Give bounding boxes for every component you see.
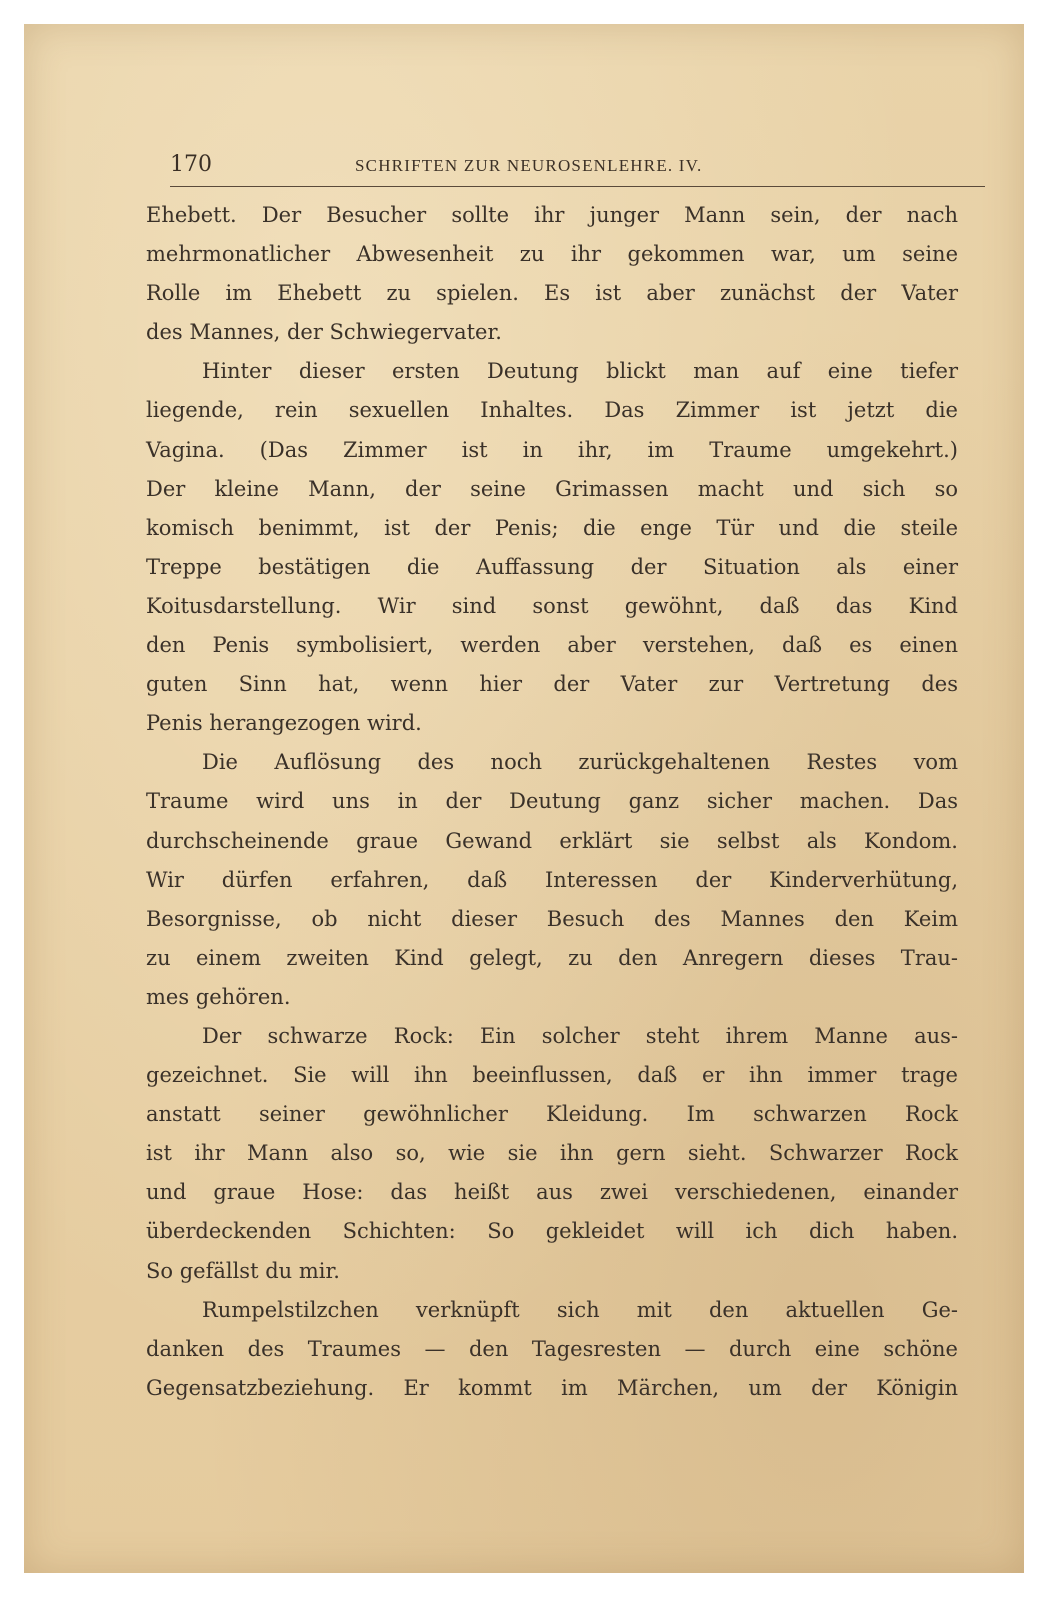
text-line: zu einem zweiten Kind gelegt, zu den Anregern dieses Trau- xyxy=(146,945,958,970)
body-text xyxy=(146,196,958,1408)
text-line: Ehebett. Der Besucher sollte ihr junger Mann sein, der nach xyxy=(146,203,958,227)
text-line: Der schwarze Rock: Ein solcher steht ihrem Manne aus- xyxy=(202,1023,958,1048)
text-line: überdeckenden Schichten: So gekleidet will ich dich haben. xyxy=(146,1219,958,1244)
running-head: SCHRIFTEN ZUR NEUROSENLEHRE. IV. xyxy=(355,156,703,175)
text-line: Die Auflösung des noch zurückgehaltenen Restes vom xyxy=(202,750,958,775)
page-header xyxy=(170,148,985,187)
text-line: Traume wird uns in der Deutung ganz sicher machen. Das xyxy=(146,789,958,814)
text-line: Rumpelstilzchen verknüpft sich mit den aktuellen Ge- xyxy=(202,1297,958,1322)
text-line: Koitusdarstellung. Wir sind sonst gewöhnt, daß das Kind xyxy=(146,593,958,618)
text-line: liegende, rein sexuellen Inhaltes. Das Zimmer ist jetzt die xyxy=(146,398,958,423)
text-line: Treppe bestätigen die Auffassung der Situation als einer xyxy=(146,554,958,579)
text-line: Rolle im Ehebett zu spielen. Es ist aber zunächst der Vater xyxy=(146,281,958,306)
text-line: den Penis symbolisiert, werden aber verstehen, daß es einen xyxy=(146,633,958,658)
text-line: mes gehören. xyxy=(146,984,291,1009)
text-line: gezeichnet. Sie will ihn beeinflussen, daß er ihn immer trage xyxy=(146,1063,958,1088)
text-line: danken des Traumes — den Tagesresten — durch eine schöne xyxy=(146,1336,958,1361)
text-line: komisch benimmt, ist der Penis; die enge Tür und die steile xyxy=(146,515,958,540)
text-line: Gegensatzbeziehung. Er kommt im Märchen, um der Königin xyxy=(146,1375,958,1400)
text-line: Wir dürfen erfahren, daß Interessen der Kinderverhütung, xyxy=(146,867,958,892)
text-line: mehrmonatlicher Abwesenheit zu ihr gekommen war, um seine xyxy=(146,242,958,267)
text-line: anstatt seiner gewöhnlicher Kleidung. Im schwarzen Rock xyxy=(146,1102,958,1127)
page-number: 170 xyxy=(170,152,212,177)
text-line: guten Sinn hat, wenn hier der Vater zur Vertretung des xyxy=(146,672,958,697)
text-line: Hinter dieser ersten Deutung blickt man auf eine tiefer xyxy=(202,359,958,384)
text-line: durchscheinende graue Gewand erklärt sie selbst als Kondom. xyxy=(146,828,958,853)
text-line: ist ihr Mann also so, wie sie ihn gern sieht. Schwarzer Rock xyxy=(146,1141,958,1166)
text-line: Der kleine Mann, der seine Grimassen macht und sich so xyxy=(146,476,958,501)
text-line: Besorgnisse, ob nicht dieser Besuch des Mannes den Keim xyxy=(146,906,958,931)
text-line: Vagina. (Das Zimmer ist in ihr, im Traume umgekehrt.) xyxy=(146,437,958,462)
text-line: des Mannes, der Schwiegervater. xyxy=(146,320,502,345)
text-line: und graue Hose: das heißt aus zwei verschiedenen, einander xyxy=(146,1180,958,1205)
text-line: Penis herangezogen wird. xyxy=(146,711,422,736)
text-line: So gefällst du mir. xyxy=(146,1258,340,1283)
